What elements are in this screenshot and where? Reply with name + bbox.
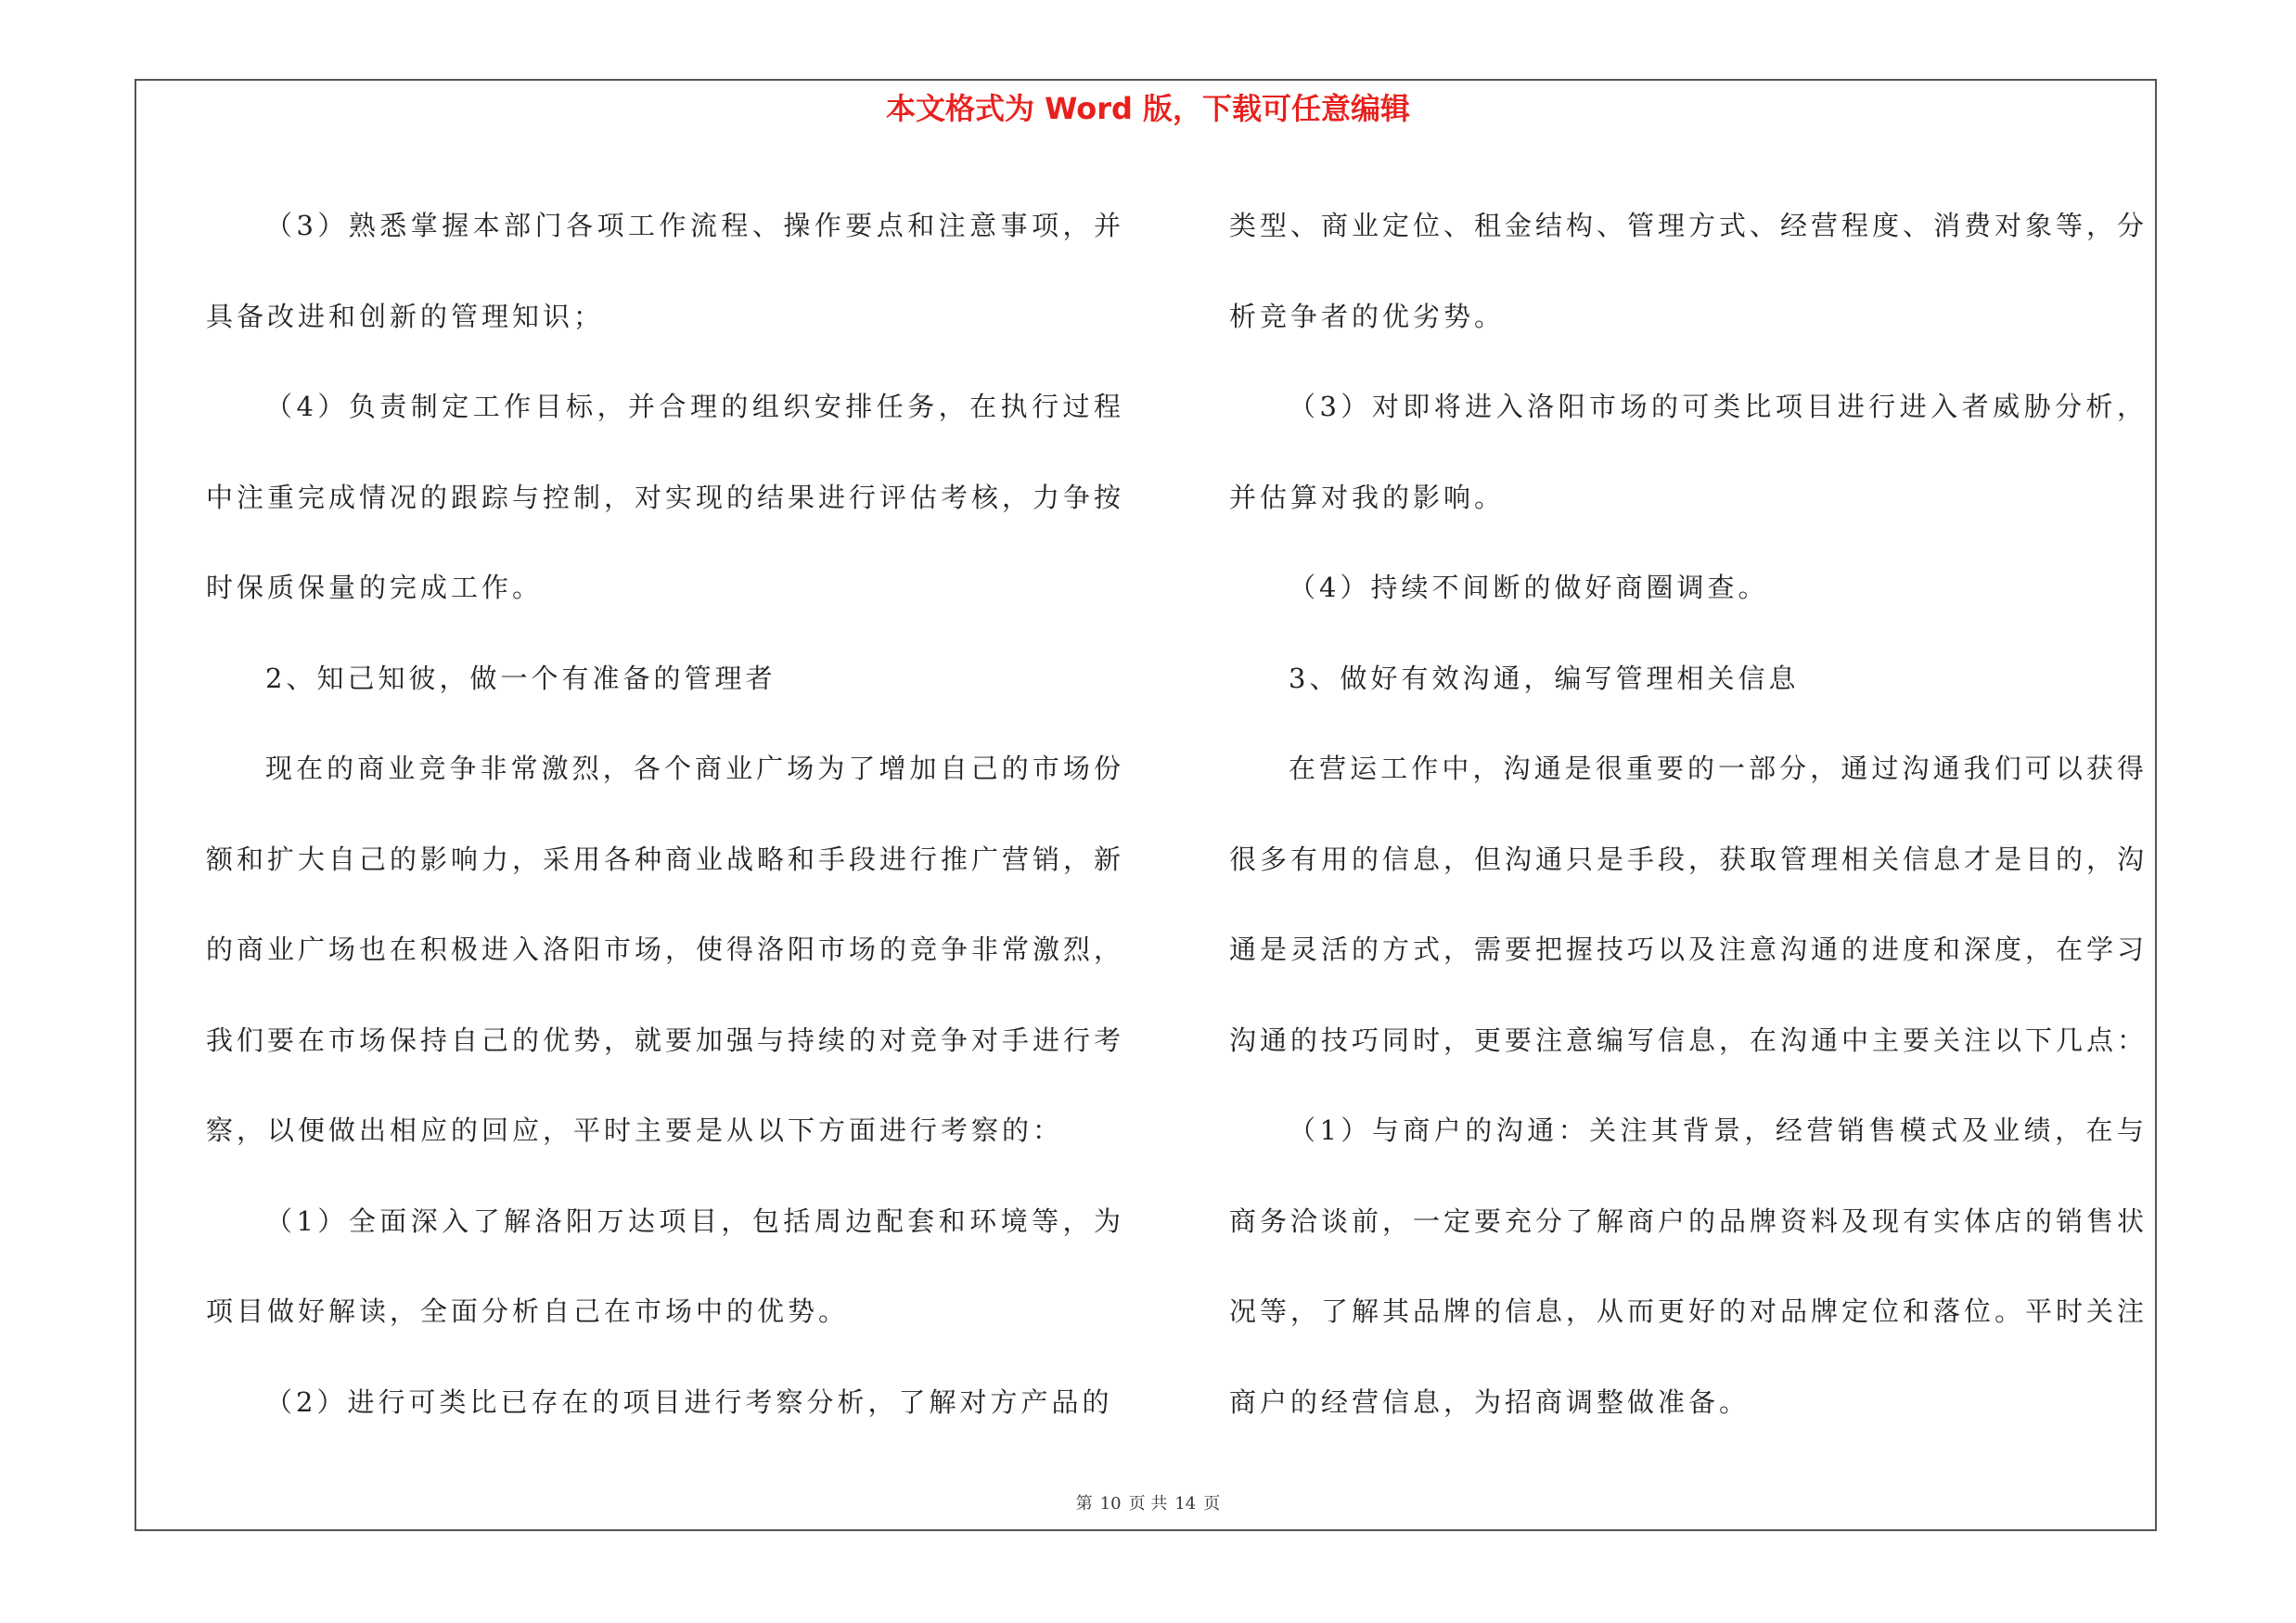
paragraph: （2）进行可类比已存在的项目进行考察分析，了解对方产品的 (265, 1385, 1113, 1418)
paragraph: 在营运工作中，沟通是很重要的一部分，通过沟通我们可以获得很多有用的信息，但沟通只是手段，获取管理相关信息才是目的，沟通是灵活的方式，需要把握技巧以及注意沟通的进度和深度，在学习沟通的技巧同时，更要注意编写信息，在沟通中主要关注以下几点： (1229, 753, 2148, 1056)
paragraph: （1）与商户的沟通：关注其背景，经营销售模式及业绩，在与商务洽谈前，一定要充分了解商户的品牌资料及现有实体店的销售状况等，了解其品牌的信息，从而更好的对品牌定位和落位。平时关注商户的经营信息，为招商调整做准备。 (1229, 1114, 2148, 1418)
footer-middle: 页 共 (1128, 1494, 1168, 1514)
page-footer (0, 1492, 2296, 1516)
paragraph: （3）对即将进入洛阳市场的可类比项目进行进入者威胁分析，并估算对我的影响。 (1229, 391, 2148, 513)
current-page-number: 10 (1099, 1494, 1122, 1514)
left-column (206, 181, 1124, 1448)
right-column (1229, 181, 2148, 1448)
total-page-count: 14 (1174, 1494, 1197, 1514)
section-heading: 3、做好有效沟通，编写管理相关信息 (1289, 662, 1800, 694)
paragraph: （4）负责制定工作目标，并合理的组织安排任务，在执行过程中注重完成情况的跟踪与控制，对实现的结果进行评估考核，力争按时保质保量的完成工作。 (206, 391, 1125, 603)
section-heading: 2、知己知彼，做一个有准备的管理者 (265, 662, 776, 694)
paragraph: （3）熟悉掌握本部门各项工作流程、操作要点和注意事项，并具备改进和创新的管理知识； (206, 210, 1124, 332)
paragraph-continuation: 类型、商业定位、租金结构、管理方式、经营程度、消费对象等，分析竞争者的优劣势。 (1229, 210, 2148, 332)
paragraph: （4）持续不间断的做好商圈调查。 (1289, 572, 1769, 603)
paragraph: 现在的商业竞争非常激烈，各个商业广场为了增加自己的市场份额和扩大自己的影响力，采用各种商业战略和手段进行推广营销，新的商业广场也在积极进入洛阳市场，使得洛阳市场的竞争非常激烈，我们要在市场保持自己的优势，就要加强与持续的对竞争对手进行考察，以便做出相应的回应，平时主要是从以下方面进行考察的： (206, 753, 1125, 1146)
format-banner: 本文格式为 Word 版，下载可任意编辑 (885, 91, 1411, 126)
footer-prefix: 第 (1075, 1494, 1093, 1514)
footer-suffix: 页 (1203, 1494, 1221, 1514)
paragraph: （1）全面深入了解洛阳万达项目，包括周边配套和环境等，为项目做好解读，全面分析自己在市场中的优势。 (206, 1204, 1124, 1327)
